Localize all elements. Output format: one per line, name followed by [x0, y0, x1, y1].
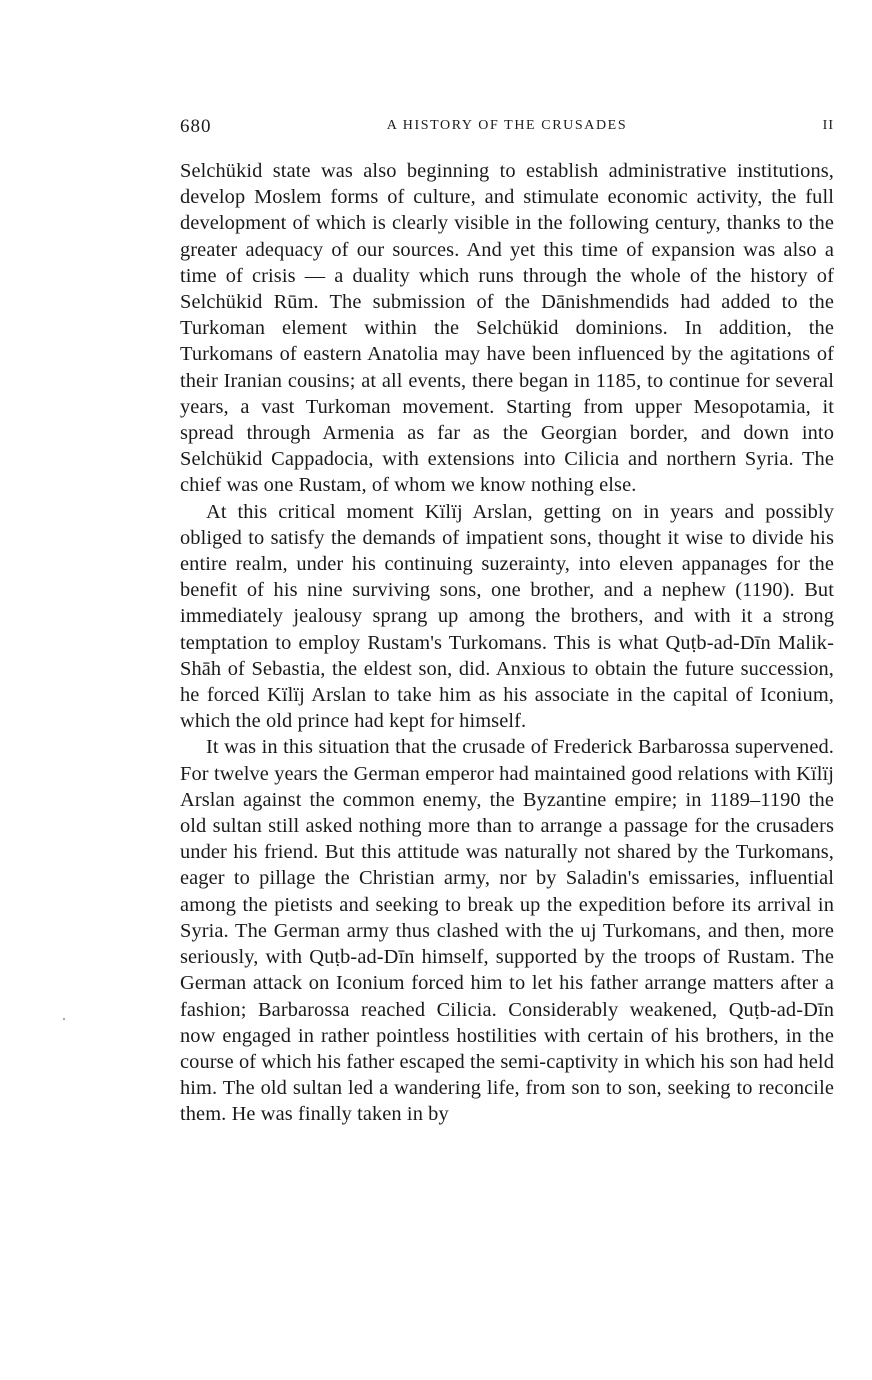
paragraph-1: Selchükid state was also beginning to establish administrative institutions, develop Moslem forms of culture, and stimulate economic activity, the full development of which is clearly visible in the following century, thanks to the greater adequacy of our sources. And yet this time of expansion was also a time of crisis — a duality which runs through the whole of the history of Selchükid Rūm. The submission of the Dānishmendids had added to the Turkoman element within the Selchükid dominions. In addition, the Turkomans of eastern Anatolia may have been influenced by the agitations of their Iranian cousins; at all events, there began in 1185, to continue for several years, a vast Turkoman movement. Starting from upper Mesopotamia, it spread through Armenia as far as the Georgian border, and down into Selchükid Cappadocia, with extensions into Cilicia and northern Syria. The chief was one Rustam, of whom we know nothing else. — [180, 160, 834, 497]
running-title: A HISTORY OF THE CRUSADES — [386, 118, 628, 133]
body-text — [180, 158, 834, 1128]
paragraph-2: At this critical moment Kïlïj Arslan, getting on in years and possibly obliged to satisfy the demands of impatient sons, thought it wise to divide his entire realm, under his continuing suzerainty, into eleven appanages for the benefit of his nine surviving sons, one brother, and a nephew (1190). But immediately jealousy sprang up among the brothers, and with it a strong temptation to employ Rustam's Turkomans. This is what Quṭb-ad-Dīn Malik-Shāh of Sebastia, the eldest son, did. Anxious to obtain the future succession, he forced Kïlïj Arslan to take him as his associate in the capital of Iconium, which the old prince had kept for himself. — [180, 500, 834, 733]
margin-speck — [63, 1018, 65, 1020]
running-head — [180, 112, 834, 140]
book-page — [180, 112, 834, 1128]
paragraph-3: It was in this situation that the crusade of Frederick Barbarossa supervened. For twelve years the German emperor had maintained good relations with Kïlïj Arslan against the common enemy, the Byzantine empire; in 1189–1190 the old sultan still asked nothing more than to arrange a passage for the crusaders under his friend. But this attitude was naturally not shared by the Turkomans, eager to pillage the Christian army, nor by Saladin's emissaries, influential among the pietists and seeking to break up the expedition before its arrival in Syria. The German army thus clashed with the uj Turkomans, and then, more seriously, with Quṭb-ad-Dīn himself, supported by the troops of Rustam. The German attack on Iconium forced him to let his father arrange matters after a fashion; Barbarossa reached Cilicia. Considerably weakened, Quṭb-ad-Dīn now engaged in rather pointless hostilities with certain of his brothers, in the course of which his father escaped the semi-captivity in which his son had held him. The old sultan led a wandering life, from son to son, seeking to reconcile them. He was finally taken in by — [180, 736, 834, 1126]
volume-number: II — [822, 118, 834, 133]
page-number: 680 — [180, 116, 212, 137]
